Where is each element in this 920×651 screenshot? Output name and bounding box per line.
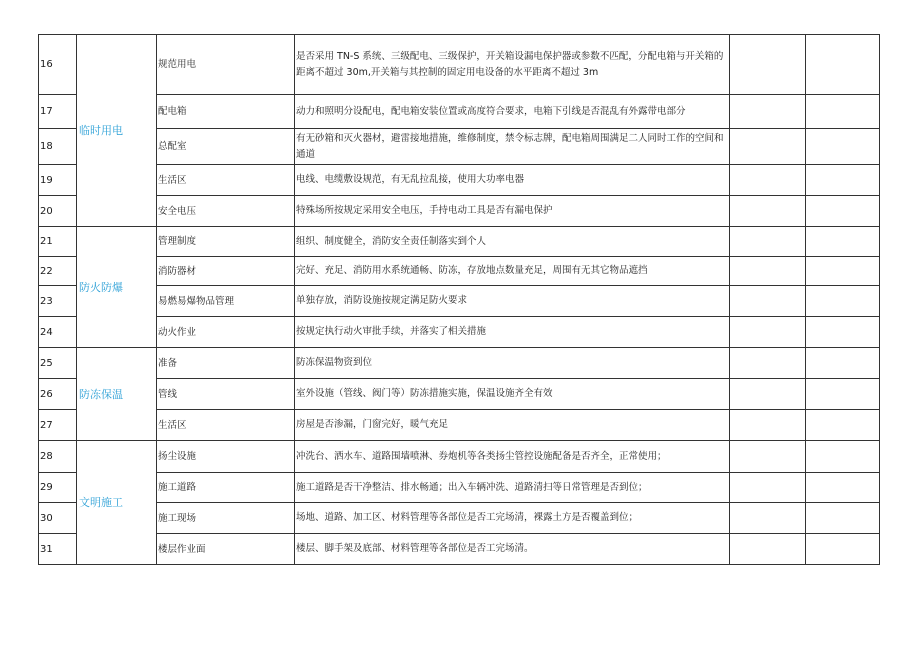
check-item: 准备 [157,348,295,379]
check-item: 管线 [157,379,295,410]
result-cell[interactable] [730,227,806,257]
check-requirement: 场地、道路、加工区、材料管理等各部位是否工完场清，裸露土方是否覆盖到位； [295,503,730,534]
remark-cell[interactable] [806,95,880,129]
row-number: 24 [39,317,77,348]
row-number: 29 [39,473,77,503]
row-number: 18 [39,129,77,165]
check-item: 施工道路 [157,473,295,503]
check-item: 生活区 [157,410,295,441]
row-number: 27 [39,410,77,441]
table-row [39,257,880,286]
check-requirement: 楼层、脚手架及底部、材料管理等各部位是否工完场清。 [295,534,730,565]
remark-cell[interactable] [806,379,880,410]
check-item: 配电箱 [157,95,295,129]
category-fire: 防火防爆 [77,227,157,348]
check-item: 动火作业 [157,317,295,348]
row-number: 25 [39,348,77,379]
check-item: 施工现场 [157,503,295,534]
remark-cell[interactable] [806,165,880,196]
result-cell[interactable] [730,129,806,165]
result-cell[interactable] [730,257,806,286]
remark-cell[interactable] [806,196,880,227]
result-cell[interactable] [730,196,806,227]
table-row [39,35,880,95]
check-item: 规范用电 [157,35,295,95]
remark-cell[interactable] [806,410,880,441]
check-requirement: 防冻保温物资到位 [295,348,730,379]
table-row [39,129,880,165]
row-number: 17 [39,95,77,129]
row-number: 22 [39,257,77,286]
row-number: 30 [39,503,77,534]
remark-cell[interactable] [806,473,880,503]
check-requirement: 是否采用 TN-S 系统、三级配电、三级保护，开关箱设漏电保护器或参数不匹配，分配电箱与开关箱的距离不超过 30m,开关箱与其控制的固定用电设备的水平距离不超过 3m [295,35,730,95]
remark-cell[interactable] [806,227,880,257]
remark-cell[interactable] [806,257,880,286]
remark-cell[interactable] [806,129,880,165]
remark-cell[interactable] [806,35,880,95]
check-item: 安全电压 [157,196,295,227]
table-row [39,165,880,196]
result-cell[interactable] [730,286,806,317]
remark-cell[interactable] [806,317,880,348]
result-cell[interactable] [730,534,806,565]
row-number: 16 [39,35,77,95]
inspection-table [38,34,880,565]
check-requirement: 动力和照明分设配电，配电箱安装位置或高度符合要求，电箱下引线是否混乱有外露带电部分 [295,95,730,129]
check-requirement: 完好、充足、消防用水系统通畅、防冻，存放地点数量充足，周围有无其它物品遮挡 [295,257,730,286]
row-number: 20 [39,196,77,227]
remark-cell[interactable] [806,534,880,565]
table-row [39,534,880,565]
table-row [39,503,880,534]
table-row [39,348,880,379]
check-item: 消防器材 [157,257,295,286]
table-row [39,95,880,129]
check-item: 易燃易爆物品管理 [157,286,295,317]
row-number: 28 [39,441,77,473]
check-item: 管理制度 [157,227,295,257]
check-requirement: 室外设施（管线、阀门等）防冻措施实施，保温设施齐全有效 [295,379,730,410]
check-requirement: 特殊场所按规定采用安全电压，手持电动工具是否有漏电保护 [295,196,730,227]
check-requirement: 组织、制度健全，消防安全责任制落实到个人 [295,227,730,257]
result-cell[interactable] [730,503,806,534]
result-cell[interactable] [730,410,806,441]
check-requirement: 冲洗台、洒水车、道路围墙喷淋、券炮机等各类扬尘管控设施配备是否齐全，正常使用； [295,441,730,473]
table-row [39,473,880,503]
row-number: 19 [39,165,77,196]
table-row [39,286,880,317]
category-frost: 防冻保温 [77,348,157,441]
table-row [39,441,880,473]
check-requirement: 单独存放，消防设施按规定满足防火要求 [295,286,730,317]
result-cell[interactable] [730,473,806,503]
table-row [39,196,880,227]
check-requirement: 有无砂箱和灭火器材，避雷接地措施，维修制度，禁令标志牌，配电箱周围满足二人同时工作的空间和通道 [295,129,730,165]
check-item: 楼层作业面 [157,534,295,565]
row-number: 21 [39,227,77,257]
remark-cell[interactable] [806,348,880,379]
check-requirement: 房屋是否渗漏，门窗完好，暖气充足 [295,410,730,441]
result-cell[interactable] [730,379,806,410]
result-cell[interactable] [730,35,806,95]
category-temp-power: 临时用电 [77,35,157,227]
result-cell[interactable] [730,317,806,348]
table-row [39,317,880,348]
remark-cell[interactable] [806,441,880,473]
category-civilized: 文明施工 [77,441,157,565]
row-number: 23 [39,286,77,317]
result-cell[interactable] [730,95,806,129]
check-requirement: 电线、电缆敷设规范，有无乱拉乱接，使用大功率电器 [295,165,730,196]
table-row [39,227,880,257]
check-item: 生活区 [157,165,295,196]
result-cell[interactable] [730,348,806,379]
table-row [39,379,880,410]
result-cell[interactable] [730,441,806,473]
remark-cell[interactable] [806,503,880,534]
row-number: 26 [39,379,77,410]
remark-cell[interactable] [806,286,880,317]
check-requirement: 按规定执行动火审批手续，并落实了相关措施 [295,317,730,348]
row-number: 31 [39,534,77,565]
result-cell[interactable] [730,165,806,196]
check-item: 总配室 [157,129,295,165]
table-row [39,410,880,441]
check-requirement: 施工道路是否干净整洁、排水畅通；出入车辆冲洗、道路清扫等日常管理是否到位； [295,473,730,503]
check-item: 扬尘设施 [157,441,295,473]
